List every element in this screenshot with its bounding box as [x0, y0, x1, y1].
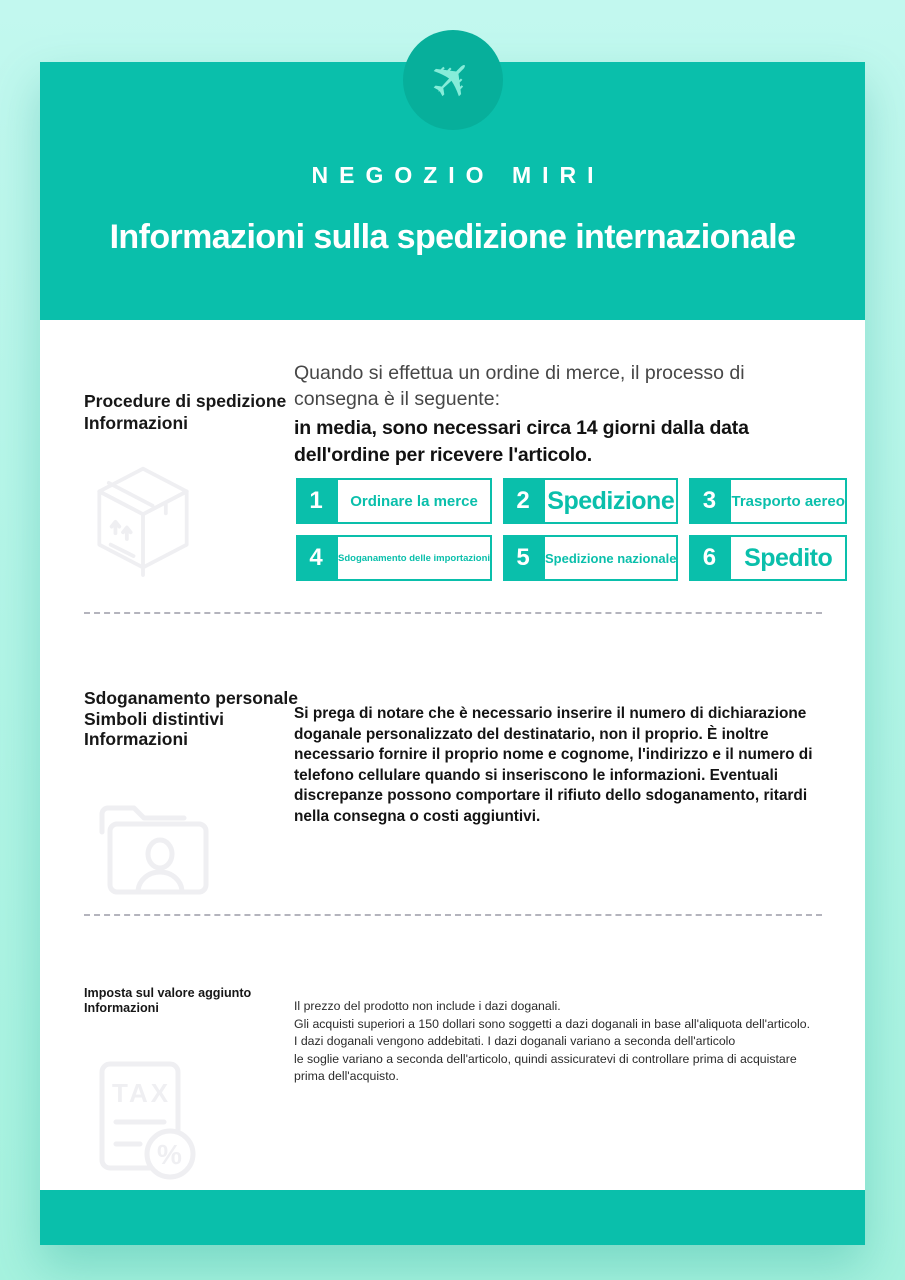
- section3-heading-line2: Informazioni: [84, 1000, 159, 1015]
- document-body: [40, 320, 865, 1190]
- folder-person-icon: [88, 798, 214, 898]
- section3-heading: [84, 986, 251, 1015]
- section2-heading-line1: Sdoganamento personale: [84, 688, 298, 708]
- step-2-number: 2: [503, 478, 543, 524]
- section3-body-line1: Il prezzo del prodotto non include i dazi doganali.: [294, 999, 561, 1013]
- section3-body-line5: prima dell'acquisto.: [294, 1069, 399, 1084]
- step-4-label: Sdoganamento delle importazioni: [336, 535, 492, 581]
- section1-heading-line2: Informazioni: [84, 412, 189, 433]
- step-5-number: 5: [503, 535, 543, 581]
- step-3-label: Trasporto aereo: [729, 478, 846, 524]
- section2-heading-line3: Informazioni: [84, 729, 189, 749]
- step-6: [689, 535, 846, 581]
- section3-body-line4: le soglie variano a seconda dell'articolo, quindi assicuratevi di controllare prima di acquistare: [294, 1051, 797, 1066]
- step-3: [689, 478, 846, 524]
- shipping-steps: [296, 478, 845, 581]
- step-6-label: Spedito: [729, 535, 846, 581]
- tax-icon-label: TAX: [112, 1078, 172, 1108]
- document-footer: [40, 1190, 865, 1245]
- section3-body: [294, 998, 854, 1086]
- logo-circle: [403, 30, 503, 130]
- step-4-number: 4: [296, 535, 336, 581]
- step-1-number: 1: [296, 478, 336, 524]
- document-card: [40, 44, 865, 1245]
- step-4: [296, 535, 492, 581]
- step-5-label: Spedizione nazionale: [543, 535, 678, 581]
- divider-2: [84, 914, 822, 916]
- step-5: [503, 535, 678, 581]
- section3-heading-line1: Imposta sul valore aggiunto: [84, 986, 252, 1000]
- svg-text:%: %: [157, 1139, 182, 1170]
- section1-intro-bold: in media, sono necessari circa 14 giorni dalla data dell'ordine per ricevere l'articolo.: [294, 417, 749, 466]
- step-1: [296, 478, 492, 524]
- step-2: [503, 478, 678, 524]
- step-1-label: Ordinare la merce: [336, 478, 492, 524]
- document-header: [40, 44, 865, 320]
- airplane-icon: ✈: [416, 44, 489, 116]
- section2-heading-line2: Simboli distintivi: [84, 708, 225, 729]
- divider-1: [84, 612, 822, 614]
- section3-body-line3: I dazi doganali vengono addebitati. I dazi doganali variano a seconda dell'articolo: [294, 1034, 736, 1049]
- step-2-label: Spedizione: [543, 478, 678, 524]
- section1-text: [294, 360, 826, 469]
- tax-document-icon: [90, 1056, 202, 1182]
- step-6-number: 6: [689, 535, 729, 581]
- section1-heading: [84, 391, 286, 434]
- section2-body: Si prega di notare che è necessario inserire il numero di dichiarazione doganale personalizzato del destinatario, non il proprio. È inoltre necessario fornire il proprio nome e cognome, l'indirizzo e il numero di telefono cellulare quando si inseriscono le informazioni. Eventuali discrepanze possono comportare il rifiuto dello sdoganamento, ritardi nella consegna o costi aggiuntivi.: [294, 705, 813, 825]
- section2-heading: [84, 688, 298, 750]
- step-3-number: 3: [689, 478, 729, 524]
- section3-body-line2: Gli acquisti superiori a 150 dollari sono soggetti a dazi doganali in base all'aliquota dell'articolo.: [294, 1016, 811, 1031]
- page-title: Informazioni sulla spedizione internazionale: [109, 218, 796, 256]
- brand-name: NEGOZIO MIRI: [311, 162, 605, 188]
- package-box-icon: [86, 458, 200, 580]
- section1-intro: Quando si effettua un ordine di merce, il processo di consegna è il seguente:: [294, 362, 745, 410]
- section1-heading-line1: Procedure di spedizione: [84, 391, 287, 411]
